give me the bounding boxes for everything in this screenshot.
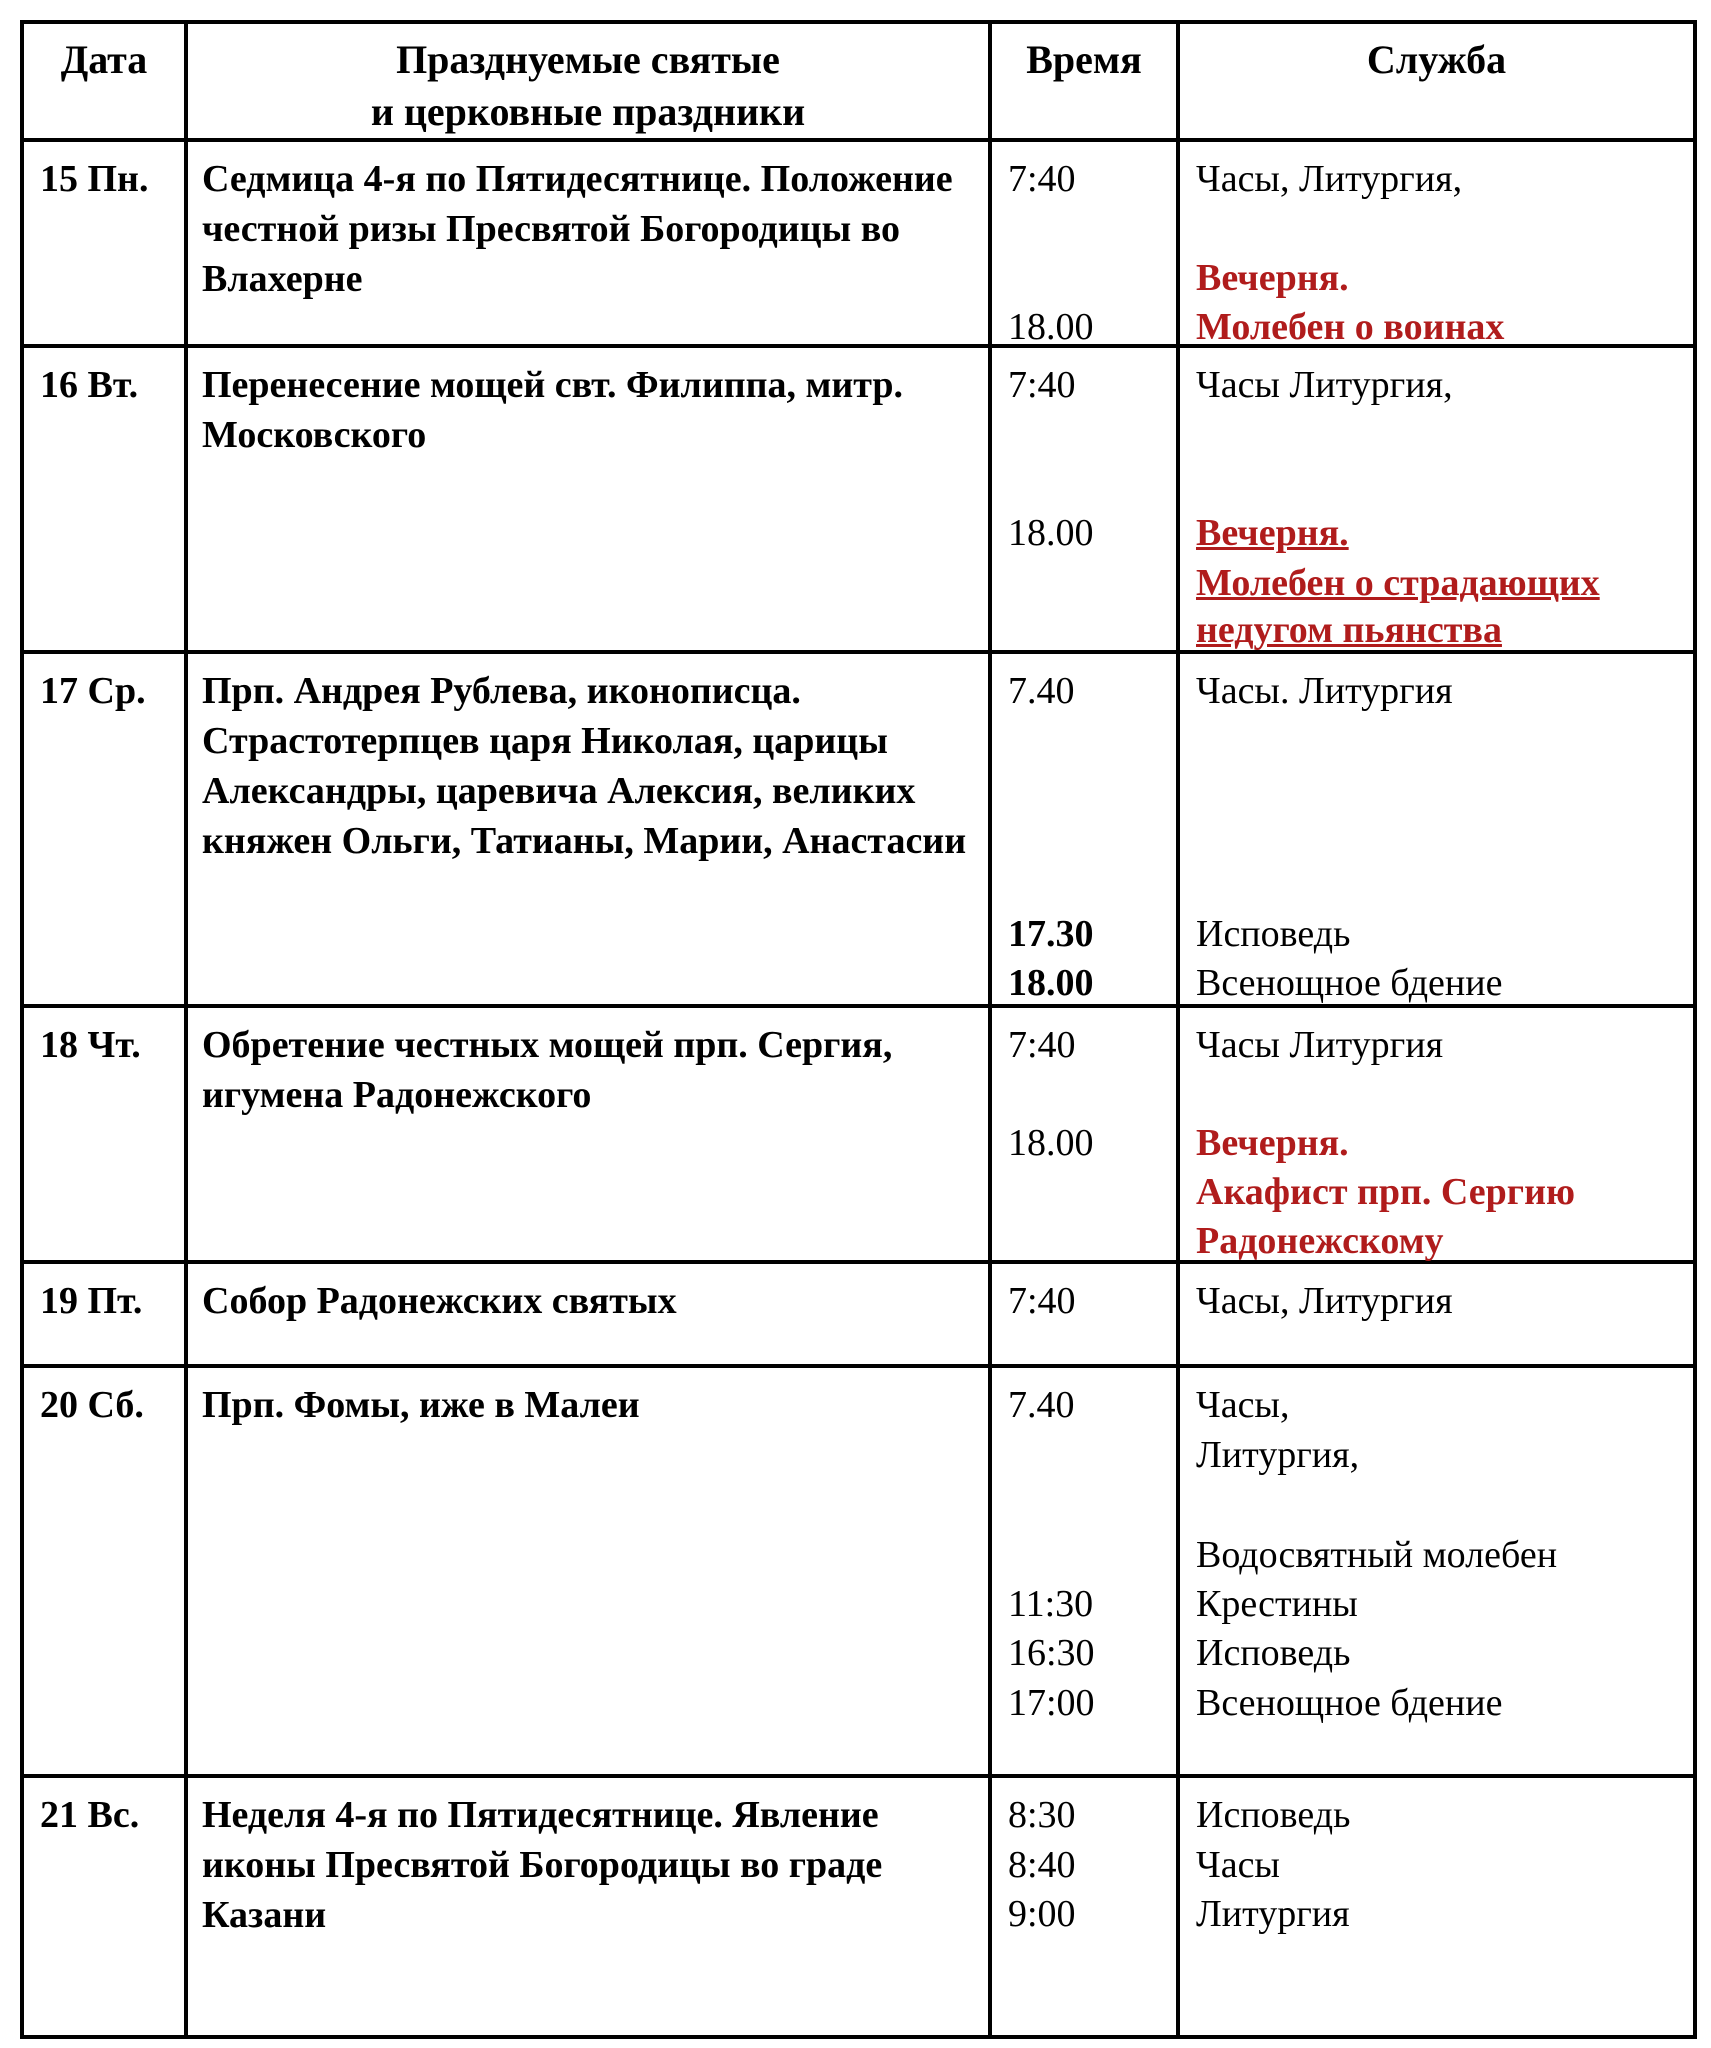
service-item: Вечерня.	[1196, 257, 1349, 299]
service-item: Часы Литургия,	[1196, 364, 1453, 406]
time-value: 18.00	[1008, 306, 1094, 348]
schedule-table	[20, 20, 1697, 2039]
service-item: Часы, Литургия,	[1196, 158, 1463, 200]
time-value: 18.00	[1008, 1122, 1094, 1164]
service-item: Радонежскому	[1196, 1220, 1444, 1262]
header-saints	[186, 22, 990, 140]
time-value: 17:00	[1008, 1682, 1095, 1724]
time-value: 7:40	[1008, 1280, 1076, 1322]
table-row	[22, 1262, 1695, 1366]
service-item: Часы, Литургия	[1196, 1280, 1453, 1322]
row-date: 17 Ср.	[22, 652, 186, 1006]
header-service: Служба	[1178, 22, 1695, 140]
service-item: Крестины	[1196, 1583, 1358, 1625]
row-services	[1178, 1262, 1695, 1366]
time-value: 18.00	[1008, 512, 1094, 554]
row-date: 21 Вс.	[22, 1776, 186, 2037]
row-services	[1178, 1006, 1695, 1262]
time-value: 7:40	[1008, 158, 1076, 200]
service-item: Часы,	[1196, 1384, 1290, 1426]
header-date: Дата	[22, 22, 186, 140]
header-time: Время	[990, 22, 1178, 140]
time-value: 7.40	[1008, 1384, 1075, 1426]
service-item: Исповедь	[1196, 1794, 1351, 1836]
row-saints: Обретение честных мощей прп. Сергия, игумена Радонежского	[186, 1006, 990, 1262]
service-item: Всенощное бдение	[1196, 1682, 1503, 1724]
row-services	[1178, 1366, 1695, 1776]
service-item: Часы Литургия	[1196, 1024, 1444, 1066]
row-date: 20 Сб.	[22, 1366, 186, 1776]
time-value: 7.40	[1008, 670, 1075, 712]
table-row	[22, 1006, 1695, 1262]
time-value: 7:40	[1008, 364, 1076, 406]
table-row	[22, 1776, 1695, 2037]
row-saints: Собор Радонежских святых	[186, 1262, 990, 1366]
row-saints: Неделя 4-я по Пятидесятнице. Явление иконы Пресвятой Богородицы во граде Казани	[186, 1776, 990, 2037]
row-times	[990, 140, 1178, 346]
row-times	[990, 1006, 1178, 1262]
table-row	[22, 140, 1695, 346]
table-row	[22, 346, 1695, 652]
row-saints: Седмица 4-я по Пятидесятнице. Положение честной ризы Пресвятой Богородицы во Влахерне	[186, 140, 990, 346]
service-item: Акафист прп. Сергию	[1196, 1171, 1575, 1213]
row-saints: Прп. Фомы, иже в Малеи	[186, 1366, 990, 1776]
service-item: Часы	[1196, 1844, 1280, 1886]
table-row	[22, 1366, 1695, 1776]
row-saints: Прп. Андрея Рублева, иконописца. Страстотерпцев царя Николая, царицы Александры, царевича Алексия, великих княжен Ольги, Татианы, Марии, Анастасии	[186, 652, 990, 1006]
row-date: 18 Чт.	[22, 1006, 186, 1262]
service-item: Исповедь	[1196, 1632, 1351, 1674]
service-item: Вечерня.	[1196, 1122, 1349, 1164]
service-item: Молебен о страдающих	[1196, 562, 1600, 604]
service-item: Вечерня.	[1196, 512, 1349, 554]
row-services	[1178, 1776, 1695, 2037]
row-times	[990, 1366, 1178, 1776]
time-value: 16:30	[1008, 1632, 1095, 1674]
service-item: Часы. Литургия	[1196, 670, 1453, 712]
row-services	[1178, 140, 1695, 346]
service-item: Литургия	[1196, 1893, 1350, 1935]
service-item: Литургия,	[1196, 1434, 1360, 1476]
time-value: 11:30	[1008, 1583, 1094, 1625]
row-date: 19 Пт.	[22, 1262, 186, 1366]
header-row	[22, 22, 1695, 140]
row-date: 16 Вт.	[22, 346, 186, 652]
time-value: 7:40	[1008, 1024, 1076, 1066]
time-value: 8:30	[1008, 1794, 1076, 1836]
time-value: 18.00	[1008, 962, 1094, 1004]
time-value: 9:00	[1008, 1893, 1076, 1935]
header-saints-line1: Празднуемые святые	[396, 37, 780, 82]
service-item: Водосвятный молебен	[1196, 1534, 1558, 1576]
service-item: Всенощное бдение	[1196, 962, 1503, 1004]
service-item: Молебен о воинах	[1196, 306, 1505, 348]
row-times	[990, 346, 1178, 652]
service-item: Исповедь	[1196, 913, 1351, 955]
time-value: 17.30	[1008, 913, 1094, 955]
row-services	[1178, 652, 1695, 1006]
service-item: недугом пьянства	[1196, 609, 1502, 651]
row-times	[990, 652, 1178, 1006]
row-services	[1178, 346, 1695, 652]
header-saints-line2: и церковные праздники	[370, 89, 806, 134]
row-saints: Перенесение мощей свт. Филиппа, митр. Московского	[186, 346, 990, 652]
time-value: 8:40	[1008, 1844, 1076, 1886]
row-times	[990, 1776, 1178, 2037]
row-date: 15 Пн.	[22, 140, 186, 346]
row-times	[990, 1262, 1178, 1366]
table-row	[22, 652, 1695, 1006]
